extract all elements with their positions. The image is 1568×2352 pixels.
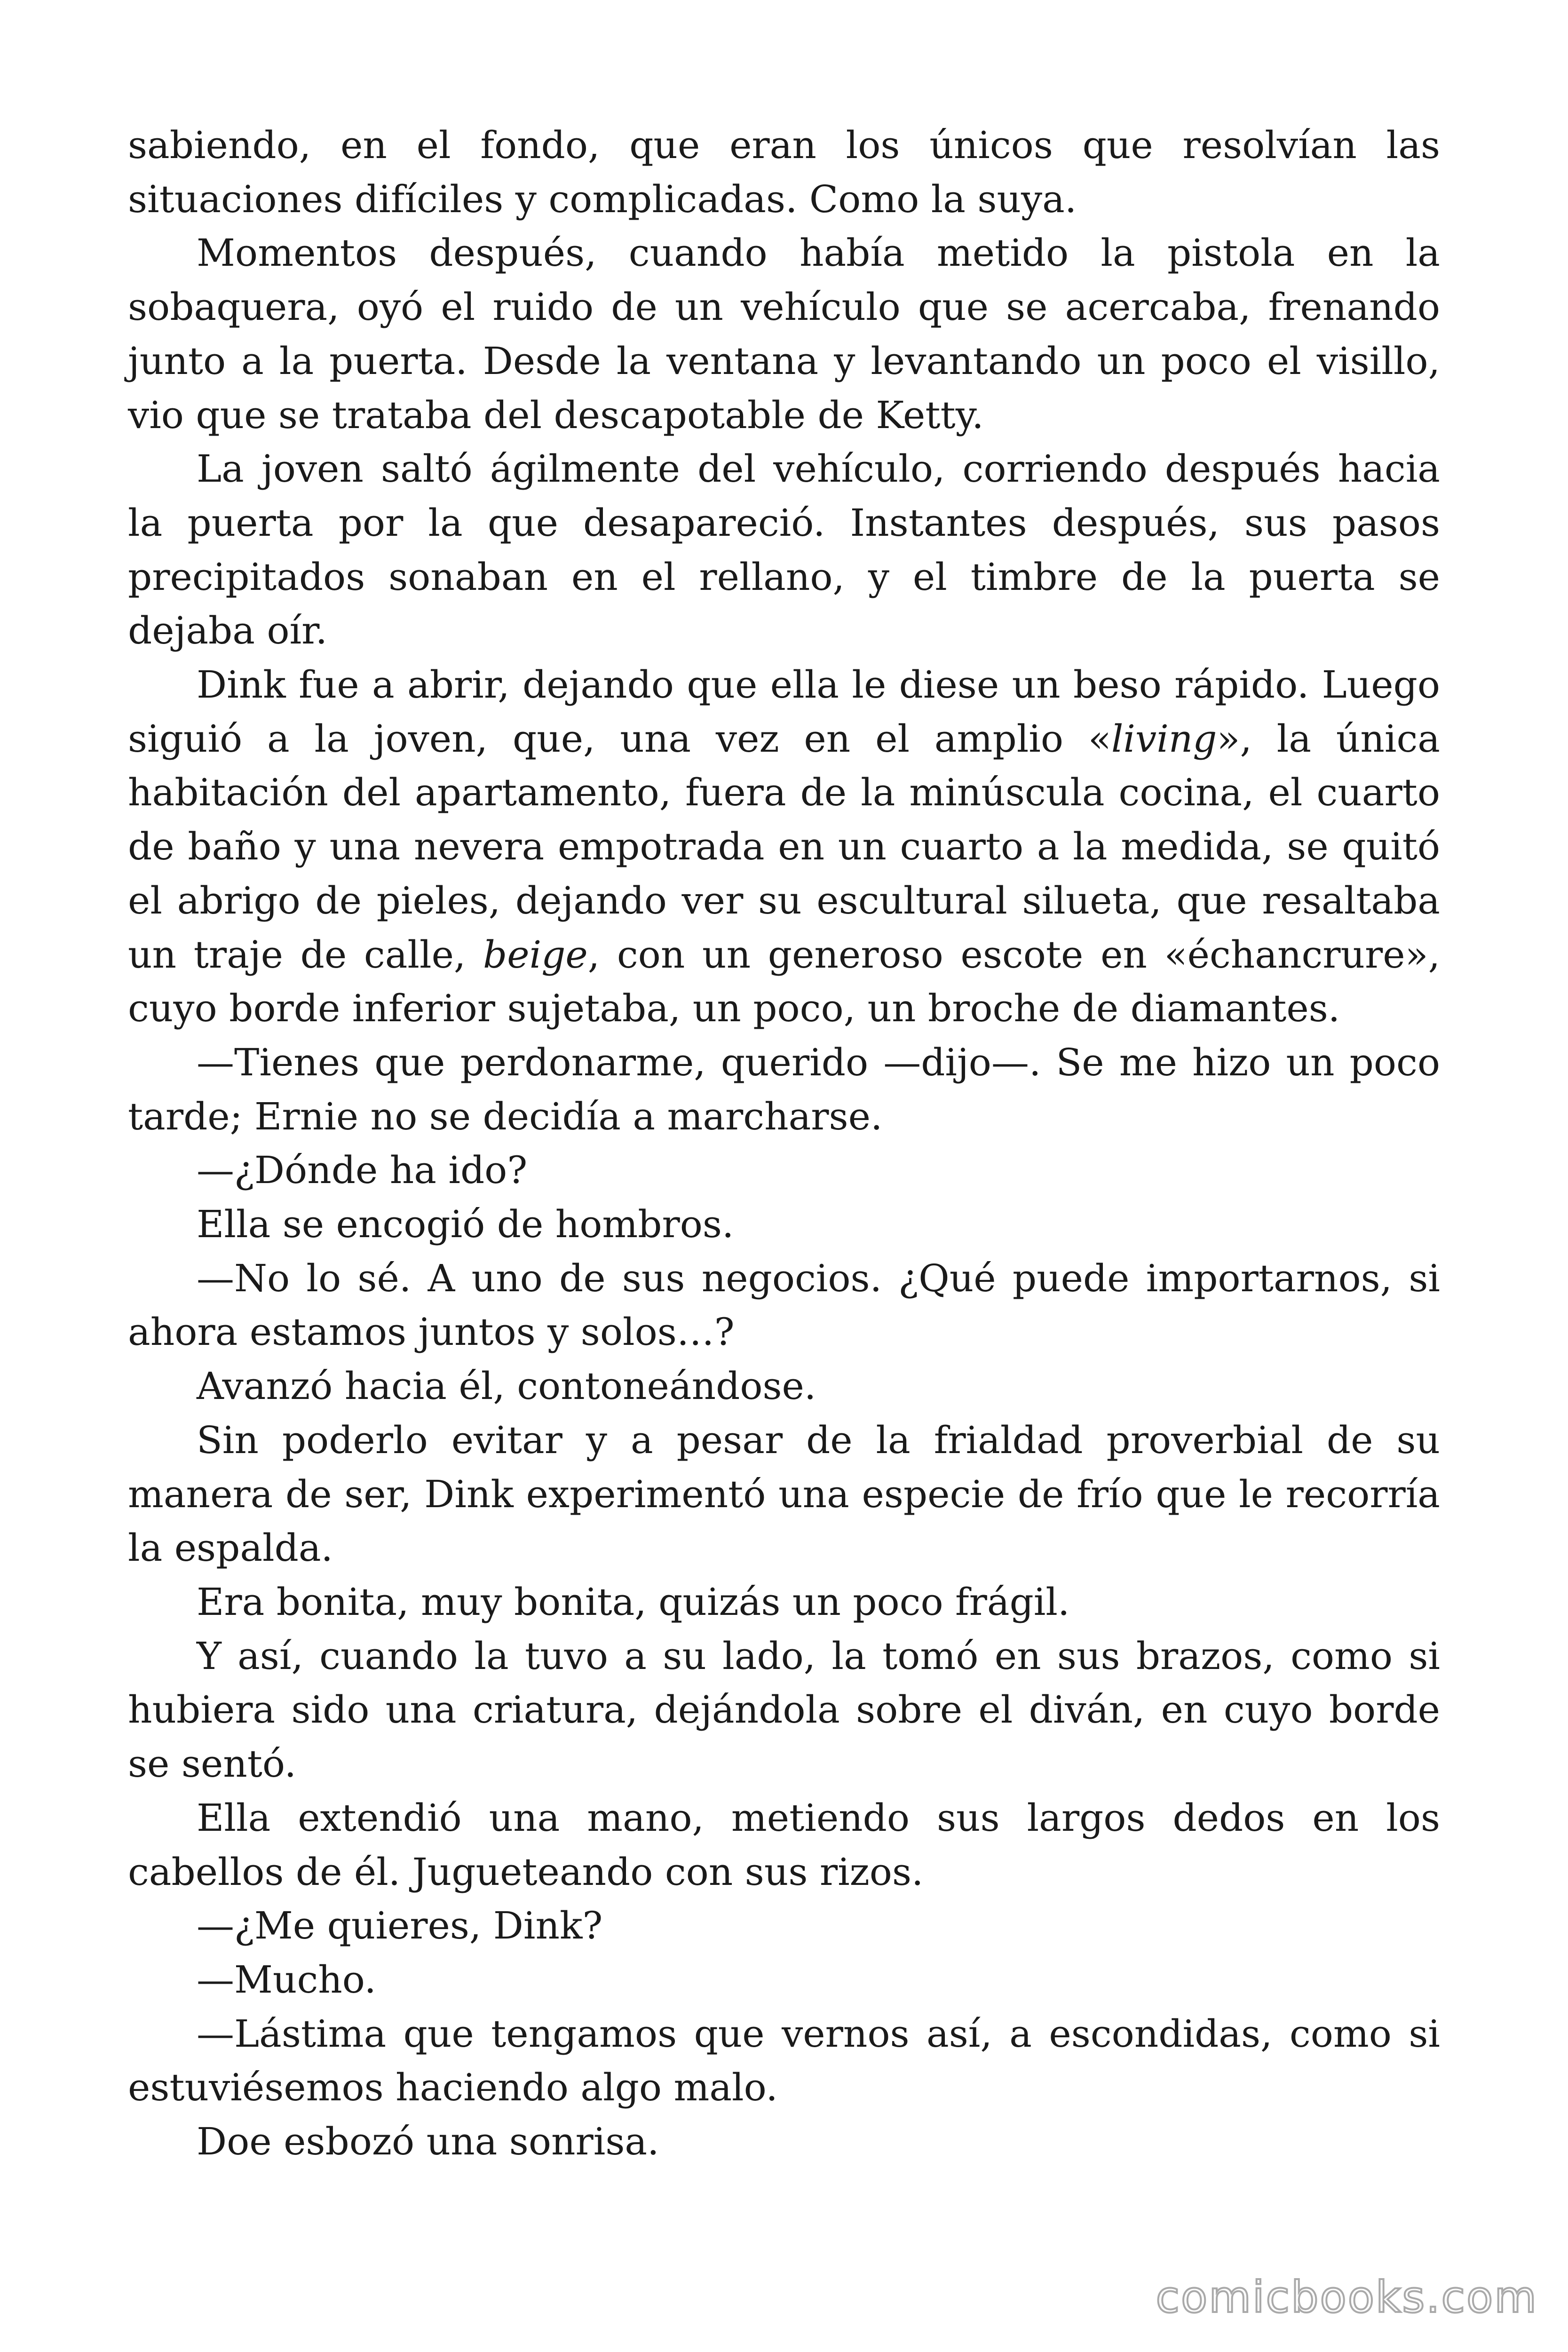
text-segment: —¿Me quieres, Dink? xyxy=(197,1904,603,1948)
paragraph xyxy=(128,658,1440,1036)
paragraph xyxy=(128,1629,1440,1791)
text-segment: Y así, cuando la tuvo a su lado, la tomó en sus brazos, como si hubiera sido una criatura, dejándola sobre el diván, en cuyo borde se sentó. xyxy=(128,1634,1440,1786)
paragraph xyxy=(128,1899,1440,1953)
paragraph xyxy=(128,1359,1440,1414)
text-segment: —Lástima que tengamos que vernos así, a escondidas, como si estuviésemos haciendo algo malo. xyxy=(128,2011,1440,2110)
text-segment: La joven saltó ágilmente del vehículo, corriendo después hacia la puerta por la que desapareció. Instantes después, sus pasos precipitados sonaban en el rellano, y el timbre de la puerta se dejaba oír. xyxy=(128,447,1440,653)
text-segment: —Tienes que perdonarme, querido —dijo—. Se me hizo un poco tarde; Ernie no se decidía a marcharse. xyxy=(128,1040,1440,1138)
text-segment: —Mucho. xyxy=(197,1957,376,2002)
text-segment: Ella extendió una mano, metiendo sus largos dedos en los cabellos de él. Jugueteando con sus rizos. xyxy=(128,1796,1440,1894)
text-segment: Era bonita, muy bonita, quizás un poco frágil. xyxy=(197,1580,1070,1624)
paragraph xyxy=(128,226,1440,442)
text-segment: Sin poderlo evitar y a pesar de la frialdad proverbial de su manera de ser, Dink experimentó una especie de frío que le recorría la espalda. xyxy=(128,1418,1440,1570)
text-segment: Dink fue a abrir, dejando que ella le diese un beso rápido. Luego siguió a la joven, que, una vez en el amplio « xyxy=(128,663,1440,761)
page-body-text xyxy=(128,119,1440,2169)
italic-text: beige xyxy=(483,932,588,977)
paragraph xyxy=(128,2007,1440,2115)
paragraph xyxy=(128,1953,1440,2007)
paragraph xyxy=(128,2115,1440,2169)
text-segment: sabiendo, en el fondo, que eran los únicos que resolvían las situaciones difíciles y complicadas. Como la suya. xyxy=(128,123,1440,221)
watermark: comicbooks.com xyxy=(1156,2272,1538,2322)
text-segment: —No lo sé. A uno de sus negocios. ¿Qué puede importarnos, si ahora estamos juntos y solos…? xyxy=(128,1256,1440,1354)
paragraph xyxy=(128,1791,1440,1899)
paragraph xyxy=(128,1144,1440,1198)
paragraph xyxy=(128,1252,1440,1359)
paragraph xyxy=(128,1575,1440,1629)
paragraph xyxy=(128,119,1440,226)
text-segment: Doe esbozó una sonrisa. xyxy=(197,2120,659,2164)
text-segment: , con un generoso escote en «échancrure», cuyo borde inferior sujetaba, un poco, un broche de diamantes. xyxy=(128,932,1441,1031)
text-segment: Ella se encogió de hombros. xyxy=(197,1202,734,1247)
text-segment: —¿Dónde ha ido? xyxy=(197,1148,528,1192)
text-segment: », la única habitación del apartamento, fuera de la minúscula cocina, el cuarto de baño y una nevera empotrada en un cuarto a la medida, se quitó el abrigo de pieles, dejando ver su escultural silueta, que resaltaba un traje de calle, xyxy=(128,716,1440,977)
paragraph xyxy=(128,1198,1440,1252)
paragraph xyxy=(128,1036,1440,1144)
text-segment: Momentos después, cuando había metido la pistola en la sobaquera, oyó el ruido de un vehículo que se acercaba, frenando junto a la puerta. Desde la ventana y levantando un poco el visillo, vio que se trataba del descapotable de Ketty. xyxy=(128,231,1440,437)
paragraph xyxy=(128,442,1440,658)
italic-text: living xyxy=(1111,716,1217,761)
paragraph xyxy=(128,1414,1440,1575)
text-segment: Avanzó hacia él, contoneándose. xyxy=(197,1364,816,1408)
